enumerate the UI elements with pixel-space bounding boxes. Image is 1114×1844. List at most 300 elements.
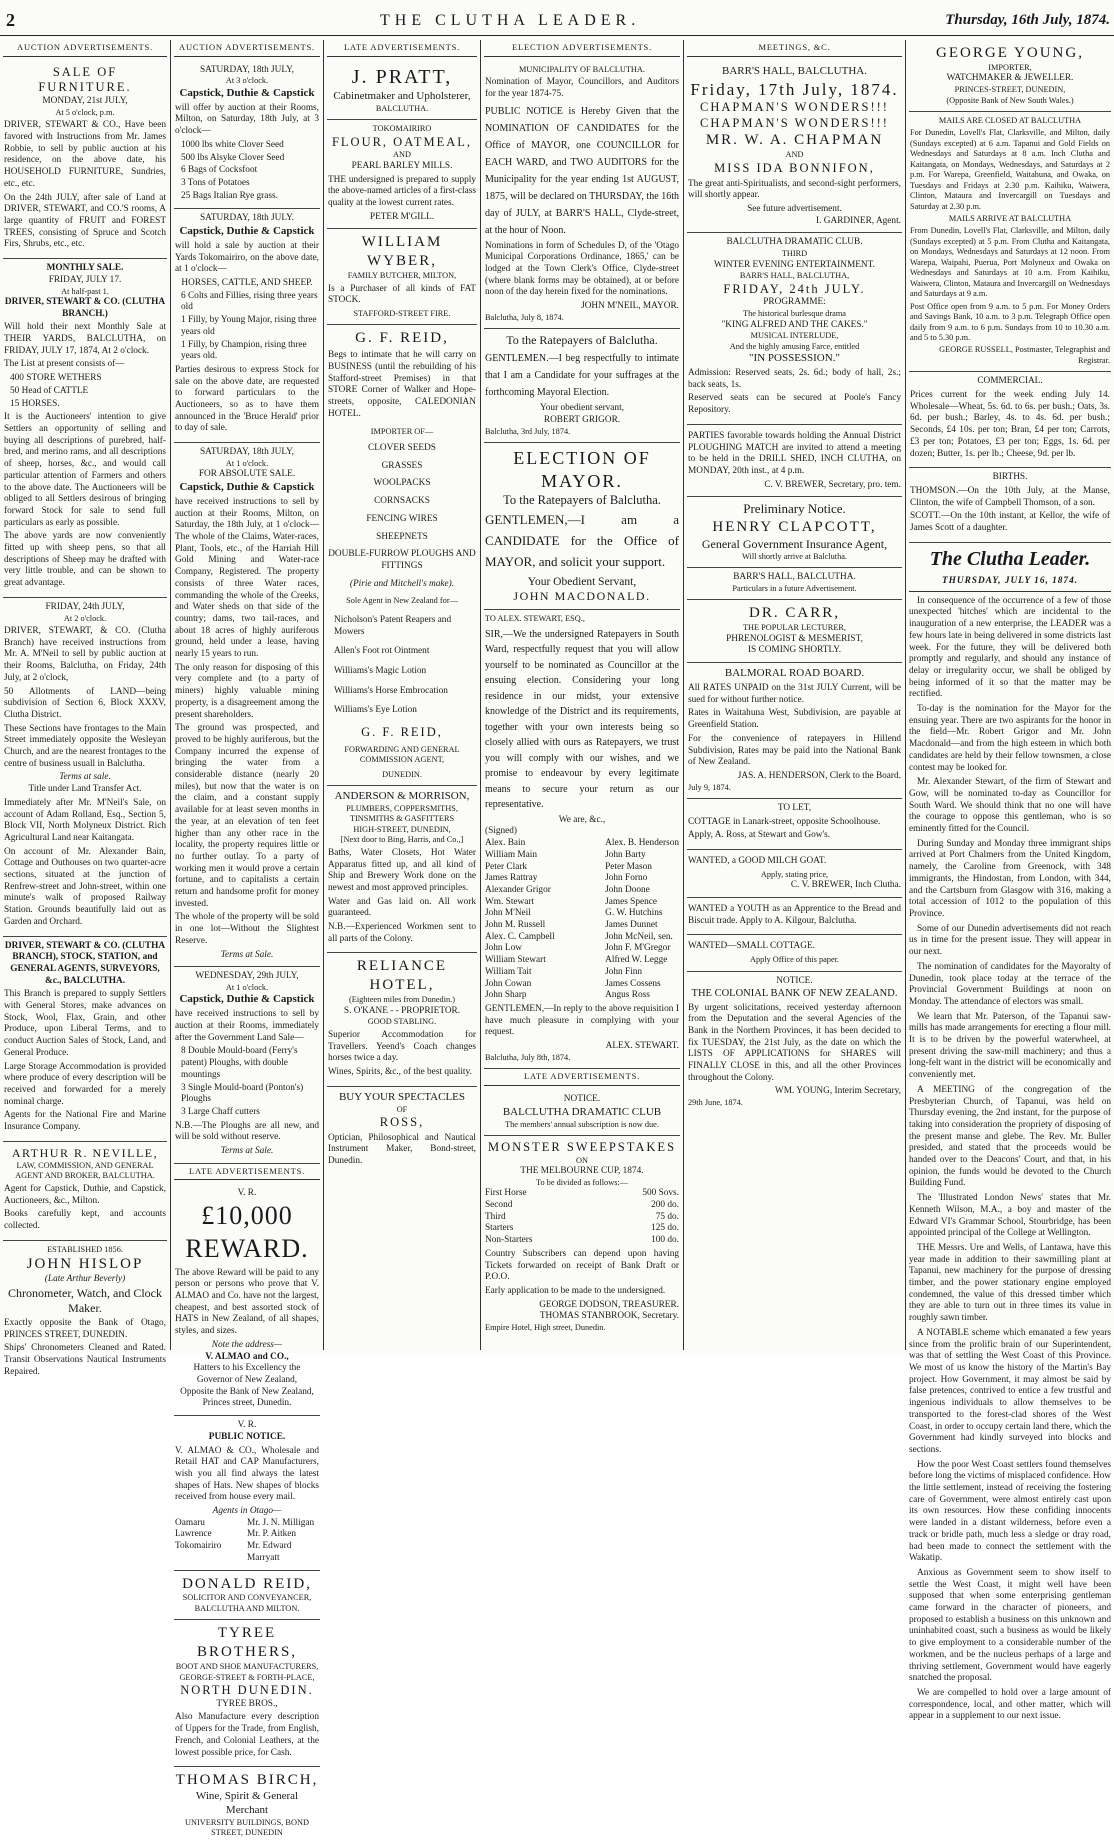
ad-signature: G. F. REID, — [361, 725, 443, 740]
column-header: ELECTION ADVERTISEMENTS. — [484, 40, 680, 57]
list-item: 1 Filly, by Young Major, rising three years old — [181, 315, 317, 337]
agent-place: Lawrence — [175, 1529, 212, 1540]
ad-anderson-morrison — [327, 786, 477, 953]
ad-name: ANDERSON & MORRISON, — [334, 790, 470, 803]
ad-body: Admission: Reserved seats, 2s. 6d.; body of hall, 2s.; back seats, 1s. — [688, 368, 901, 390]
ad-body: These Sections have frontages to the Main Street immediately opposite the Wesleyan Church, and are the nearest frontages to the centre of business usuall in Balclutha. — [4, 723, 166, 769]
signatory: William Stewart — [485, 955, 546, 966]
list-item: 500 lbs Alsyke Clover Seed — [181, 152, 285, 163]
ad-date: Balclutha, July 8, 1874. — [485, 312, 564, 322]
ad-signed: (Signed) — [485, 826, 518, 837]
ad-hislop — [3, 1241, 167, 1386]
ad-note: [Next door to Bing, Harris, and Co.,] — [340, 835, 464, 845]
ad-address: HIGH-STREET, DUNEDIN, — [353, 824, 451, 834]
ad-firm: V. ALMAO and CO., — [205, 1351, 289, 1362]
ad-apply: Apply Office of this paper. — [749, 955, 840, 965]
ad-body: Also Manufacture every description of Uppers for the Trade, from English, French, and Colonial Leathers, at the lowest possible price, for Cash. — [175, 1712, 319, 1758]
ad-line: PHRENOLOGIST & MESMERIST, — [726, 633, 863, 644]
column-4 — [480, 40, 683, 1350]
ad-firm: TYREE BROS., — [216, 1698, 278, 1709]
ad-name: DR. CARR, — [749, 605, 840, 622]
column-5 — [683, 40, 905, 1350]
ad-body: Begs to intimate that he will carry on BUSINESS (until the rebuilding of his Stafford-street Premises) in that STORE Corner of Walker and Hope-streets, opposite, CALEDONIAN HOTEL. — [328, 350, 476, 419]
editorial-paragraph: We learn that Mr. Paterson, of the Tapanui saw-mills has made arrangements for erecting a flour mill. It is to be driven by the powerful waterwheel, at present driving the saw-mill machinery; and thus a long-felt want in the district will be economically and conveniently met. — [909, 1011, 1111, 1081]
ad-body: Immediately after Mr. M'Neil's Sale, on account of Adam Rolland, Esq., Section 5, Block VII, North Molyneux District. Rich Agricultural Land near Kaitangata. — [4, 797, 166, 843]
ad-date: MONDAY, 21st JULY, — [42, 96, 128, 107]
ad-signature: THOMAS STANBROOK, Secretary. — [539, 1311, 679, 1322]
agent-place: Tokomairiro — [175, 1541, 222, 1552]
editorial-paragraph: How the poor West Coast settlers found themselves before long the victims of misplaced confidence. How the little settlement, instead of receiving the fostering care of Government, were almost entirely cast upon its own resources. How these confiding innocents were landed in a distant wilderness, before even a track or bridle path, much less a sledge or dray road, had been made to connect the settlement with the Wakatip. — [909, 1459, 1111, 1564]
ad-body: PUBLIC NOTICE is Hereby Given that the NOMINATION OF CANDIDATES for the Office of MAYOR, one COUNCILLOR for EACH WARD, and TWO AUDITORS for the Municipality for the year ending 1st AUGUST, 1875, will be declared on THURSDAY, the 16th day of JULY, at BARR'S HALL, Clyde-street, at the hour of Noon. — [485, 105, 679, 236]
ad-time: At 1 o'clock. — [225, 983, 269, 992]
ad-body: THE undersigned is prepared to supply the above-named articles of a first-class quality at the lowest current rates. — [328, 174, 476, 208]
ad-terms: Terms at Sale. — [220, 1146, 274, 1157]
ad-body: Water and Gas laid on. All work guaranteed. — [328, 896, 476, 919]
editorial-paragraph: The nomination of candidates for the Mayoralty of Dunedin, took place today at the terrace of the Provincial Government Buildings at noon on Monday. The attendance of electors was small. — [909, 961, 1111, 1007]
ad-body: The above yards are now conveniently fitted up with sheep pens, so that all descriptions of Sheep may be drafted with very little trouble, and can be shown to great advantage. — [4, 531, 166, 589]
ad-place: BALCLUTHA AND MILTON. — [194, 1603, 300, 1613]
prize-place: Third — [485, 1211, 506, 1222]
ad-body: will offer by auction at their Rooms, Milton, on Saturday, 18th July, at 3 o'clock— — [175, 102, 319, 137]
list-item: 50 Head of CATTLE — [10, 385, 89, 396]
signatory: Peter Clark — [485, 861, 528, 872]
mail-body: Post Office open from 9 a.m. to 5 p.m. For Money Orders and Savings Bank, 10 a.m. to 3 p.m. Telegraph Office open daily from 9 a.m. to 6 p.m. Sundays from 10 to 10.30 a.m. and 5 to 5.30 p.m. — [910, 301, 1110, 343]
ad-third: THIRD — [781, 249, 808, 259]
section-header: LATE ADVERTISEMENTS. — [484, 1069, 680, 1086]
ad-bank: THE COLONIAL BANK OF NEW ZEALAND. — [691, 988, 898, 1000]
ad-line: LAW, COMMISSION, AND GENERAL AGENT AND BROKER, BALCLUTHA. — [15, 1160, 155, 1181]
ad-body: Exactly opposite the Bank of Otago, PRINCES STREET, DUNEDIN. — [4, 1317, 166, 1340]
ad-show: CHAPMAN'S WONDERS!!! — [700, 115, 889, 130]
editorial-title: The Clutha Leader. — [929, 547, 1091, 570]
ad-firm: Capstick, Duthie & Capstick — [179, 225, 315, 238]
ad-body: By urgent solicitations, received yesterday afternoon from the Deputation and the several Agencies of the Bank in the Northern Provinces, it has been decided to fix TUESDAY, the 21st July, as the date on which the LISTS OF APPLICATIONS for SHARES will FINALLY CLOSE in this, and all the other Provinces throughout the Colony. — [688, 1002, 901, 1083]
ad-gf-reid — [327, 325, 477, 786]
ad-firm: Capstick, Duthie & Capstick — [179, 993, 315, 1006]
editorial-paragraph: Mr. Alexander Stewart, of the firm of Stewart and Gow, will be nominated to-day as Councillor for South Ward. We should think that no one will have the courage to oppose this gentleman, who is so eminently fitted for the Council. — [909, 777, 1111, 835]
ad-headline: NOTICE. — [563, 1093, 601, 1104]
ad-name: J. PRATT, — [351, 65, 453, 88]
ad-public-notice — [174, 1416, 320, 1570]
ad-name: ROSS, — [379, 1114, 425, 1129]
ad-neville — [3, 1142, 167, 1241]
ad-headline: PUBLIC NOTICE. — [208, 1431, 286, 1442]
agent-place: Oamaru — [175, 1517, 205, 1528]
ad-name: HENRY CLAPCOTT, — [712, 518, 877, 535]
list-item: WOOLPACKS — [373, 478, 431, 489]
ad-body: The ground was prospected, and proved to be highly auriferous, but the Company incurred the expense of bringing the water from a considerable distance (nearly 20 miles), but now that the water is on the claim, and a constant supply available for at least seven months in the year, at an elevation of ten feet higher than any other race in the locality, the property requires little or no further outlay. To a party of working men it would prove a certain fortune, and to capitalists a certain return and handsome profit for money invested. — [175, 723, 319, 909]
ad-line: SOLICITOR AND CONVEYANCER, — [182, 1593, 312, 1603]
column-header: AUCTION ADVERTISEMENTS. — [3, 40, 167, 57]
column-header: AUCTION ADVERTISEMENTS. — [174, 40, 320, 57]
list-item: Nicholson's Patent Reapers and Mowers — [334, 614, 452, 637]
ad-importer: IMPORTER OF— — [370, 426, 434, 436]
ad-address: PRINCES-STREET, DUNEDIN, — [954, 85, 1066, 95]
ad-signature: I. GARDINER, Agent. — [816, 215, 901, 226]
ad-reliance-hotel — [327, 953, 477, 1086]
ad-title-note: Title under Land Transfer Act. — [28, 784, 142, 795]
list-item: 1 Filly, by Champion, rising three years old. — [181, 339, 307, 362]
ad-date: Friday, 17th July, 1874. — [690, 79, 899, 99]
reward-headline: £10,000 REWARD. — [185, 1201, 309, 1263]
ad-body: N.B.—Experienced Workmen sent to all parts of the Colony. — [328, 922, 476, 944]
ad-body: Parties desirous to express Stock for sale on the above date, are requested to forward particulars to the Auctioneers, so as to have them announced in the 'Bruce Herald' prior to day of sale. — [175, 364, 319, 434]
prize-amount: 100 do. — [651, 1235, 679, 1246]
ad-land-sale — [3, 598, 167, 937]
ad-body: GENTLEMEN,—In reply to the above requisition I have much pleasure in complying with your request. — [485, 1003, 679, 1038]
ad-reward — [174, 1184, 320, 1416]
ad-headline: BALCLUTHA DRAMATIC CLUB. — [726, 237, 863, 248]
column-header: MEETINGS, &C. — [687, 40, 902, 57]
ad-body: Agents for the National Fire and Marine Insurance Company. — [4, 1110, 166, 1133]
ad-signature: ROBERT GRIGOR. — [543, 415, 621, 426]
mail-notice — [909, 112, 1111, 372]
ad-furniture-sale — [3, 61, 167, 259]
ad-headline: To the Ratepayers of Balclutha. — [506, 333, 658, 348]
ad-municipality — [484, 61, 680, 330]
ad-body: Rates in Waitahuna West, Subdivision, are payable at Greenfield Station. — [688, 708, 901, 731]
agent-name: Mr. Edward Marryatt — [247, 1541, 292, 1563]
column-2 — [170, 40, 323, 1838]
ad-signature: GEORGE DODSON, TREASURER. — [539, 1299, 679, 1310]
import-list — [328, 443, 476, 573]
agent-row — [175, 1529, 319, 1541]
ad-sweepstakes — [484, 1136, 680, 1339]
ad-date: WEDNESDAY, 29th JULY, — [195, 971, 299, 982]
ad-address: STAFFORD-STREET FIRE. — [353, 309, 451, 319]
ad-trade: Chronometer, Watch, and Clock Maker. — [8, 1285, 162, 1315]
list-item: Allen's Foot rot Ointment — [334, 646, 430, 657]
column-header: LATE ADVERTISEMENTS. — [327, 40, 477, 57]
signatory: John M'Neil — [485, 908, 531, 919]
ad-body: COTTAGE in Lanark-street, opposite Schoolhouse. — [688, 816, 881, 827]
list-item: 3 Single Mould-board (Ponton's) Ploughs — [181, 1082, 304, 1105]
prize-row — [485, 1223, 679, 1235]
ad-town: BALCLUTHA. — [375, 103, 429, 113]
ad-body: GENTLEMEN.—I beg respectfully to intimate that I am a Candidate for your suffrages at the forthcoming Mayoral Election. — [485, 353, 679, 399]
ad-name: G. F. REID, — [355, 330, 449, 347]
column-1 — [0, 40, 170, 1377]
prize-row — [485, 1235, 679, 1247]
list-item: CORNSACKS — [374, 496, 430, 507]
ad-body: PARTIES favorable towards holding the Annual District PLOUGHING MATCH are invited to attend a meeting to be held in the DRILL SHED, INCH CLUTHA, on MONDAY, 20th inst., at 4 p.m. — [688, 430, 901, 476]
prize-row — [485, 1188, 679, 1200]
ad-body: On the 24th JULY, after sale of Land at DRIVER, STEWART, and CO.'S rooms, A large quantity of FRUIT and FOREST TREES, consisting of Spruce and Scotch Firs, Shrubs, etc., etc. — [4, 192, 166, 250]
ad-cottage-wanted — [687, 935, 902, 971]
ad-signature: GEORGE RUSSELL, Postmaster, Telegraphist and Registrar. — [939, 345, 1110, 365]
ad-time: At 2 o'clock. — [63, 613, 107, 623]
ad-dr-carr — [687, 600, 902, 663]
ad-line: MUSICAL INTERLUDE, — [750, 331, 839, 341]
prize-amount: 75 do. — [655, 1211, 679, 1222]
ad-headline: NOTICE. — [776, 975, 813, 986]
list-item: DOUBLE-FURROW PLOUGHS AND FITTINGS — [328, 549, 476, 571]
ad-donald-reid — [174, 1571, 320, 1621]
ad-dramatic-club-notice — [484, 1090, 680, 1136]
prize-place: First Horse — [485, 1188, 527, 1199]
ad-body: WANTED, a GOOD MILCH GOAT. — [688, 856, 827, 867]
section-headline: COMMERCIAL. — [977, 376, 1043, 387]
paper-title: THE CLUTHA LEADER. — [380, 12, 641, 29]
ad-play: "KING ALFRED AND THE CAKES." — [721, 319, 868, 330]
ad-road-board — [687, 663, 902, 799]
ad-body: DRIVER, STEWART & CO., Have been favored with Instructions from Mr. James Robbie, to sell by public auction at his residence, on the above date, his HOUSEHOLD FURNITURE, Sundries, etc., etc. — [4, 120, 166, 189]
prize-amount: 200 do. — [651, 1200, 679, 1211]
column-6 — [905, 40, 1114, 1722]
prize-place: Non-Starters — [485, 1235, 533, 1246]
signatory: John Doone — [605, 884, 650, 895]
signatories-left — [485, 838, 555, 1002]
ad-headline: BUY YOUR SPECTACLES — [338, 1090, 466, 1103]
ad-trade: WATCHMAKER & JEWELLER. — [946, 73, 1074, 84]
ad-plough-sale — [174, 967, 320, 1163]
ad-line: And the highly amusing Farce, entitled — [729, 341, 860, 351]
ad-town: DUNEDIN. — [382, 769, 422, 779]
signatory: Alex. Bain — [485, 838, 526, 849]
ad-show: CHAPMAN'S WONDERS!!! — [700, 99, 889, 114]
ad-performer: MR. W. A. CHAPMAN — [705, 132, 884, 149]
ad-date: SATURDAY, 18th JULY, — [200, 64, 294, 75]
ad-time: At 3 o'clock. — [225, 76, 269, 86]
list-item: FENCING WIRES — [366, 513, 438, 524]
ad-to: TO ALEX. STEWART, ESQ., — [485, 614, 585, 624]
ad-signature: ALEX. STEWART. — [605, 1041, 679, 1052]
ad-body: 50 Allotments of LAND—being subdivision of Section 6, Block XXXV, Clutha District. — [4, 686, 166, 720]
signatory: John M. Russell — [485, 920, 546, 931]
editorial-paragraph: A NOTABLE scheme which emanated a few years since from the prolific brain of our Superintendent, was that of settling the West Coast of this Province. We most of us know the history of the Martin's Bay project. How Government, it may almost be said by false pretences, contrived to entice a few trustful and ingenious individuals to allow themselves to be transported to the forest-clad shores of the West Coast, in order to occupy certain land there, which the Government had kindly surveyed into blocks and sections. — [909, 1327, 1111, 1455]
ad-body: have received instructions to sell by auction at their Rooms, immediately after the Government Land Sale— — [175, 1009, 319, 1043]
ad-wyber — [327, 229, 477, 325]
ad-to: To the Ratepayers of Balclutha. — [503, 492, 661, 507]
signatory: John McNeil, sen. — [605, 931, 673, 942]
signatory: John Low — [485, 943, 522, 954]
ad-firm: DRIVER, STEWART & CO. (CLUTHA BRANCH), STOCK, STATION, and GENERAL AGENTS, SURVEYORS, &c., BALCLUTHA. — [4, 940, 166, 986]
ad-line: AND — [393, 150, 411, 160]
list-item: 3 Tons of Potatoes — [181, 177, 250, 188]
ad-line: IMPORTER, — [988, 62, 1032, 72]
signatory: William Main — [485, 849, 538, 860]
ad-date: Balclutha, 3rd July, 1874. — [485, 426, 571, 436]
ad-subhead: Nomination of Mayor, Councillors, and Auditors for the year 1874-75. — [485, 77, 679, 99]
editorial-paragraph: THE Messrs. Ure and Wells, of Lantawa, have this year made in addition to their sawmilling plant at Tapanui, new machinery for the purpose of dressing timber, and the power stationary engine employed condemned, the value of this dressed timber which they are able to turn out in three times its value in roughly sawn timber. — [909, 1242, 1111, 1324]
ad-signature: WM. YOUNG, Interim Secretary, — [774, 1086, 901, 1097]
editorial-paragraph: A MEETING of the congregation of the Presbyterian Church, of Tapanui, was held on Thursday evening, the 2nd instant, for the purpose of taking into consideration the propriety of disposing of the present manse and glebe. The Rev. Mr. Buller presided, and stated that the proceeds would be handed over to the Deacons' Court, and that, in his opinion, the funds would be devoted to the Church Building Fund. — [909, 1084, 1111, 1189]
ad-body: Nominations in form of Schedules D, of the 'Otago Municipal Corporations Ordinance, 1865,' can be lodged at the Town Clerk's Office, Clyde-street (where blank forms may be obtained), at or before noon of the day herein fixed for the nominations. — [485, 240, 679, 298]
mail-head: MAILS ARRIVE AT BALCLUTHA — [948, 214, 1072, 224]
ad-george-young — [909, 40, 1111, 112]
signatory: John Barty — [605, 849, 646, 860]
issue-date: Thursday, 16th July, 1874. — [945, 12, 1110, 28]
prize-amount: 125 do. — [651, 1223, 679, 1234]
prize-amount: 500 Sovs. — [642, 1188, 679, 1199]
ad-terms: Terms at Sale. — [220, 949, 274, 960]
ad-line: Hatters to his Excellency the Governor of New Zealand, — [193, 1363, 301, 1385]
ad-body: All RATES UNPAID on the 31st JULY Current, will be sued for without further notice. — [688, 682, 901, 705]
ad-seed-sale — [174, 61, 320, 210]
ad-line: PEARL BARLEY MILLS. — [351, 160, 453, 171]
ad-apply: Apply, stating price, — [760, 869, 829, 879]
ad-to-let — [687, 799, 902, 850]
ad-address: UNIVERSITY BUILDINGS, BOND STREET, DUNEDIN — [185, 1817, 309, 1838]
ad-body: The whole of the property will be sold in one lot—Without the Slightest Reserve. — [175, 912, 319, 946]
list-item: Williams's Eye Lotion — [334, 705, 417, 716]
lot-list — [175, 1046, 319, 1118]
column-3 — [323, 40, 480, 1350]
ad-date: July 9, 1874. — [688, 782, 731, 792]
ad-line: The historical burlesque drama — [743, 309, 846, 319]
ad-line: Wine, Spirit & General Merchant — [195, 1790, 299, 1817]
editorial-date: THURSDAY, JULY 16, 1874. — [909, 576, 1111, 592]
signatory: G. W. Hutchins — [605, 908, 663, 919]
ad-body: The only reason for disposing of this very complete and (to a party of miners) highly valuable mining property, is a disagreement among the present shareholders. — [175, 662, 319, 720]
ad-line: General Government Insurance Agent, — [701, 536, 888, 551]
list-item: GRASSES — [381, 460, 423, 471]
ad-body: On account of Mr. Alexander Bain, Cottage and Outhouses on two quarter-acre sections, situated at the junction of Renfrew-street and John-street, within one minute's walk of proposed Railway Station. Grounds beautifully laid out as Garden and Orchard. — [4, 846, 166, 927]
section-headline: BIRTHS. — [992, 472, 1028, 483]
ad-tyree — [174, 1620, 320, 1767]
ad-headline: Preliminary Notice. — [743, 501, 846, 517]
ad-signature: JOHN MACDONALD. — [513, 589, 651, 604]
signatory: Alexander Grigor — [485, 884, 551, 895]
ad-stock: HORSES, CATTLE, AND SHEEP. — [181, 278, 313, 289]
ad-stock-sale — [174, 209, 320, 443]
ad-makers: (Pirie and Mitchell's make). — [349, 578, 455, 589]
ad-body: DRIVER, STEWART, & CO. (Clutha Branch) have received instructions from Mr. A. M'Neil to sell by public auction at their Rooms, Balclutha, on Friday, 24th July, at 2 o'clock, — [4, 625, 166, 683]
ad-body: Apply, A. Ross, at Stewart and Gow's. — [688, 830, 831, 841]
signatory: John Forno — [605, 873, 648, 884]
ad-chapman — [687, 61, 902, 234]
signatory: Alex. C. Campbell — [485, 931, 555, 942]
ad-headline: TO LET, — [777, 803, 812, 814]
ad-see: See future advertisement. — [747, 203, 842, 214]
ad-body: Ships' Chronometers Cleaned and Rated. Transit Observations Nautical Instruments Repaired. — [4, 1343, 166, 1377]
editorial-paragraph: The 'Illustrated London News' states that Mr. Kenneth Wilson, M.A., a boy and master of the Edward VI's Grammar School, Stourbridge, has been appointed principal of the College at Wellington. — [909, 1193, 1111, 1239]
ad-headline: MUNICIPALITY OF BALCLUTHA. — [519, 64, 645, 74]
signatory: Alex. B. Henderson — [605, 838, 679, 849]
ad-signature: C. V. BREWER, Inch Clutha. — [790, 880, 901, 891]
ad-clapcott — [687, 497, 902, 568]
signatory: John Sharp — [485, 990, 527, 1001]
ad-play: "IN POSSESSION." — [749, 352, 840, 365]
ad-body: V. ALMAO & CO., Wholesale and Retail HAT and CAP Manufacturers, wish you all find always the latest shapes of Hats. New shapes of blocks received from house every mail. — [175, 1445, 319, 1503]
ad-and: AND — [785, 150, 804, 160]
signatory: James Spence — [605, 896, 658, 907]
ad-body: WANTED—SMALL COTTAGE. — [688, 941, 815, 952]
ad-mining-sale — [174, 443, 320, 967]
ad-body: Baths, Water Closets, Hot Water Apparatus fitted up, and all kind of Ship and Brewery Work done on the newest and most approved principles. — [328, 847, 476, 893]
commercial — [909, 372, 1111, 468]
ad-time: At half-past 1. — [61, 286, 109, 296]
ad-address: Empire Hotel, High street, Dunedin. — [485, 1323, 606, 1333]
ad-body: Books carefully kept, and accounts collected. — [4, 1209, 166, 1231]
ad-body: Particulars in a future Advertisement. — [732, 583, 857, 593]
ad-name: TYREE BROTHERS, — [196, 1625, 298, 1661]
list-item: 6 Bags of Cocksfoot — [181, 165, 258, 176]
ad-body: The List at present consists of— — [4, 359, 125, 370]
ad-line: PLUMBERS, COPPERSMITHS, TINSMITHS & GASFITTERS — [346, 804, 458, 824]
lot-list — [175, 140, 319, 203]
ad-race: THE MELBOURNE CUP, 1874. — [520, 1166, 644, 1177]
ad-line: THE POPULAR LECTURER, — [742, 623, 847, 633]
signatory: Peter Mason — [605, 861, 652, 872]
editorial-paragraph: During Sunday and Monday three immigrant ships arrived at Port Chalmers from the United Kingdom, namely, the Caroline from Greenock, with 348 immigrants, the Hindostan, from London, with 344, and the Cartsburn from Glasgow with 316, making a total accession of 1012 to the population of this Province. — [909, 838, 1111, 919]
signatory: John Cowan — [485, 978, 532, 989]
ad-body: Optician, Philosophical and Nautical Instrument Maker, Bond-street, Dunedin. — [328, 1132, 476, 1167]
signatories-right — [605, 838, 679, 1002]
ad-headline: BALMORAL ROAD BOARD. — [724, 667, 865, 680]
ad-established: ESTABLISHED 1856. — [47, 1244, 123, 1254]
ad-dramatic-club — [687, 233, 902, 425]
list-item: 6 Colts and Fillies, rising three years old — [181, 290, 318, 313]
page-number: 2 — [6, 10, 15, 30]
ad-note: Note the address— — [211, 1339, 283, 1350]
ad-headline: BARR'S HALL, BALCLUTHA. — [733, 572, 856, 583]
mail-head: MAILS ARE CLOSED AT BALCLUTHA — [938, 115, 1082, 125]
ad-late: (Late Arthur Beverly) — [44, 1273, 126, 1284]
birth-notice: SCOTT.—On the 10th instant, at Kellor, the wife of James Scott of a daughter. — [910, 511, 1110, 534]
ad-flour-mills — [327, 120, 477, 229]
commercial-body: Prices current for the week ending July 14. Wholesale—Wheat, 5s. 6d. to 6s. per bush.; Oats, 3s. 6d. per bush.; Barley, 4s. to 4s. 6d. per bush.; Seconds, £4 10s. per ton; Bran, £4 per ton; Carrots, £3 per ton; Potatoes, £3 per ton; Eggs, 1s. 6d. per dozen; Butter, 1s. per lb.; Cheese, 9d. per lb. — [910, 390, 1110, 459]
signatory: John F. M'Gregor — [605, 943, 671, 954]
editorial-paragraph: To-day is the nomination for the Mayor for the ensuing year. There are two aspirants for the honor in the field—Mr. Robert Grigor and Mr. John Macdonald—and from the high esteem in which both candidates are held by their fellow townsmen, a close contest may be looked for. — [909, 704, 1111, 773]
ad-venue: BARR'S HALL, BALCLUTHA, — [739, 271, 850, 281]
ad-town: NORTH DUNEDIN. — [180, 1683, 314, 1698]
ad-close: We are, &c., — [558, 814, 606, 825]
ad-sole: Sole Agent in New Zealand for— — [346, 596, 458, 606]
ad-date: Balclutha, July 8th, 1874. — [485, 1052, 571, 1062]
ad-requisition — [484, 610, 680, 1069]
ad-body: IS COMING SHORTLY. — [747, 645, 842, 656]
ad-signature: PETER M'GILL. — [369, 211, 435, 222]
ad-body: WANTED a YOUTH as an Apprentice to the Bread and Biscuit trade. Apply to A. Kilgour, Balclutha. — [688, 904, 901, 926]
list-item: 25 Bags Italian Rye grass. — [181, 190, 278, 201]
prize-place: Second — [485, 1200, 513, 1211]
ad-address: GEORGE-STREET & FORTH-PLACE, — [179, 1672, 315, 1682]
ad-clutha-branch — [3, 937, 167, 1142]
agents-head: Agents in Otago— — [212, 1506, 282, 1517]
ad-body: GENTLEMEN,—I am a CANDIDATE for the Office of MAYOR, and solicit your support. — [485, 512, 679, 569]
ad-name: DONALD REID, — [182, 1575, 312, 1592]
ad-divided: To be divided as follows:— — [535, 1177, 629, 1187]
ad-on: ON — [576, 1155, 588, 1165]
ad-opposite: (Opposite Bank of New South Wales.) — [946, 95, 1074, 105]
ad-trade: FAMILY BUTCHER, MILTON, — [347, 271, 457, 281]
ad-body: Early application to be made to the undersigned. — [485, 1285, 666, 1296]
ad-programme: PROGRAMME: — [763, 297, 826, 308]
ad-ross-spectacles — [327, 1087, 477, 1175]
list-item: SHEEPNETS — [376, 531, 428, 542]
ad-title: WINTER EVENING ENTERTAINMENT. — [714, 259, 875, 270]
ad-birch — [174, 1767, 320, 1844]
ad-headline: ELECTION OF MAYOR. — [513, 448, 651, 491]
ad-headline: SALE OF FURNITURE. — [38, 64, 132, 95]
ad-colonial-bank — [687, 972, 902, 1114]
ad-date: FRIDAY, 24th JULY. — [723, 281, 866, 296]
ad-body: SIR,—We the undersigned Ratepayers in South Ward, respectfully request that you will allow yourself to be nominated as Councillor at the ensuing election. Considering your long residence in our midst, your extensive knowledge of the District and its requirements, together with your own interests being so closely allied with ours as Ratepayers, we trust you will comply with our wishes, and we promise to endeavour by every legitimate means to secure your return as our representative. — [485, 628, 679, 811]
agent-row — [175, 1518, 319, 1530]
agent-row — [175, 1541, 319, 1564]
ad-time: At 1 o'clock. — [225, 458, 269, 468]
signatory: James Cossens — [605, 978, 661, 989]
agency-list — [328, 615, 476, 717]
ad-trade: Cabinetmaker and Upholsterer, — [333, 89, 471, 102]
ad-ploughing — [687, 425, 902, 498]
prize-place: Starters — [485, 1223, 514, 1234]
royal-initials: V. R. — [237, 1188, 257, 1199]
agent-name: Mr. P. Aitken — [247, 1529, 297, 1540]
ad-close: Your Obedient Servant, — [527, 575, 637, 588]
list-item: 15 HORSES. — [10, 398, 60, 409]
